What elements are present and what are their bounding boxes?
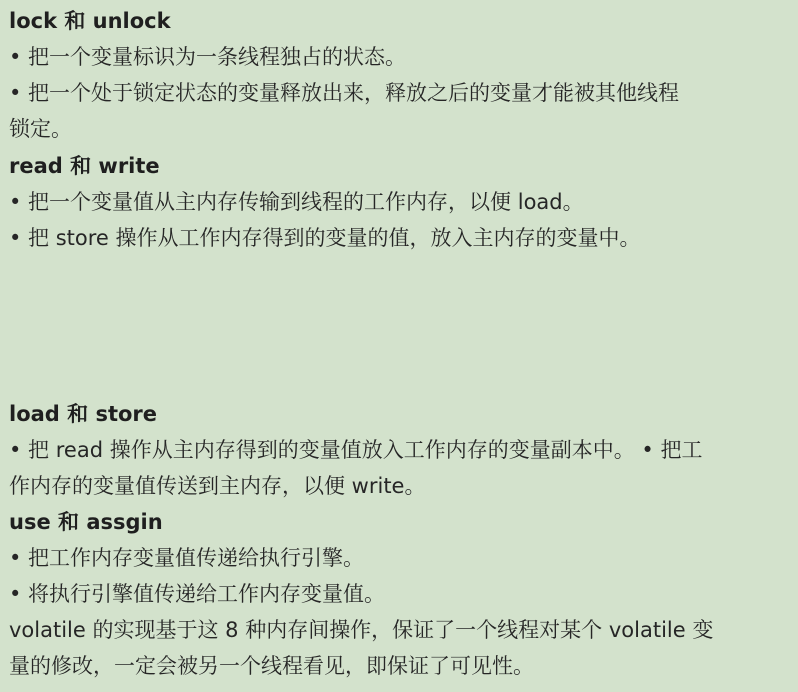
- bullet-line-continuation: 锁定。: [9, 117, 72, 141]
- bullet-line: • 将执行引擎值传递给工作内存变量值。: [9, 582, 386, 606]
- bullet-line-continuation: 作内存的变量值传送到主内存，以便 write。: [9, 474, 426, 498]
- section-heading-use-assgin: use 和 assgin: [9, 510, 163, 534]
- summary-line: volatile 的实现基于这 8 种内存间操作，保证了一个线程对某个 volatile 变: [9, 618, 714, 642]
- section-heading-load-store: load 和 store: [9, 402, 158, 426]
- bullet-line: • 把一个处于锁定状态的变量释放出来，释放之后的变量才能被其他线程: [9, 81, 680, 105]
- section-heading-lock-unlock: lock 和 unlock: [9, 9, 171, 33]
- bullet-line: • 把一个变量值从主内存传输到线程的工作内存，以便 load。: [9, 190, 584, 214]
- summary-line: 量的修改，一定会被另一个线程看见，即保证了可见性。: [9, 654, 534, 678]
- bullet-line: • 把 store 操作从工作内存得到的变量的值，放入主内存的变量中。: [9, 226, 641, 250]
- bullet-line: • 把一个变量标识为一条线程独占的状态。: [9, 45, 407, 69]
- section-heading-read-write: read 和 write: [9, 154, 160, 178]
- bullet-line: • 把工作内存变量值传递给执行引擎。: [9, 546, 365, 570]
- bullet-line: • 把 read 操作从主内存得到的变量值放入工作内存的变量副本中。 • 把工: [9, 438, 703, 462]
